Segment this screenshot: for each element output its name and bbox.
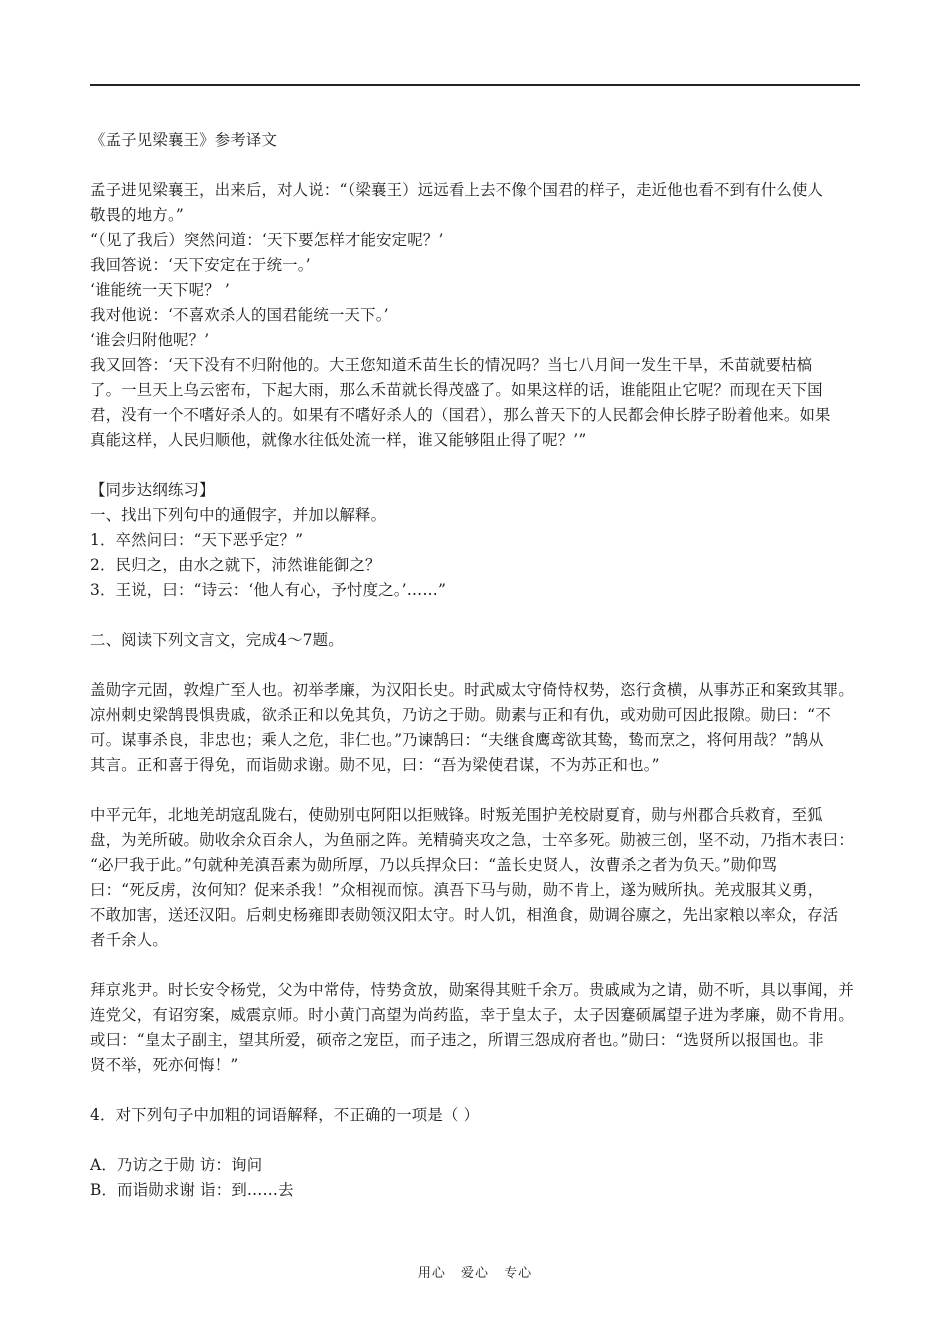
translation-line: ‘谁会归附他呢？’: [90, 331, 210, 349]
passage-line: 其言。正和喜于得免，而诣勋求谢。勋不见，曰：“吾为梁使君谋，不为苏正和也。”: [90, 756, 660, 774]
translation-line: 孟子进见梁襄王，出来后，对人说：“（梁襄王）远远看上去不像个国君的样子，走近他也看不到有什么使人: [90, 181, 824, 199]
passage-line: 拜京兆尹。时长安令杨党，父为中常侍，恃势贪放，勋案得其赃千余万。贵戚咸为之请，勋不听，具以事闻，并: [90, 981, 854, 999]
passage-paragraph: [90, 803, 864, 953]
question-stem: 4．对下列句子中加粗的词语解释，不正确的一项是（ ）: [90, 1106, 480, 1124]
passage-line: 者千余人。: [90, 931, 168, 949]
translation-line: 敬畏的地方。”: [90, 206, 184, 224]
translation-line: “（见了我后）突然问道：‘天下要怎样才能安定呢？’: [90, 231, 444, 249]
passage-line: “必尸我于此。”句就种羌滇吾素为勋所厚，乃以兵捍众曰：“盖长史贤人，汝曹杀之者为负天。”勋仰骂: [90, 856, 778, 874]
exercise-part2-title: 二、阅读下列文言文，完成4～7题。: [90, 631, 344, 649]
question-option: A．乃访之于勋 访：询问: [90, 1156, 263, 1174]
translation-line: 君，没有一个不嗜好杀人的。如果有不嗜好杀人的（国君），那么普天下的人民都会伸长脖子盼着他来。如果: [90, 406, 831, 424]
passage-line: 可。谋事杀良，非忠也；乘人之危，非仁也。”乃谏鹄曰：“夫继食鹰鸢欲其鸷，鸷而烹之，将何用哉？”鹄从: [90, 731, 824, 749]
exercise-part1-title: 一、找出下列句中的通假字，并加以解释。: [90, 506, 387, 524]
exercise-item: 2．民归之，由水之就下，沛然谁能御之？: [90, 556, 381, 574]
header-rule: [90, 84, 860, 86]
passage-paragraph: [90, 678, 864, 778]
translation-line: 我对他说：‘不喜欢杀人的国君能统一天下。’: [90, 306, 389, 324]
exercise-item: 3．王说，曰：“诗云：‘他人有心，予忖度之。’……”: [90, 581, 447, 599]
footer-text: 用心: [417, 1266, 446, 1281]
passage-line: 不敢加害，送还汉阳。后刺史杨雍即表勋领汉阳太守。时人饥，相渔食，勋调谷廪之，先出家粮以率众，存活: [90, 906, 839, 924]
document-body: [90, 128, 864, 1203]
passage-line: 中平元年，北地羌胡寇乱陇右，使勋别屯阿阳以拒贼锋。时叛羌围护羌校尉夏育，勋与州郡合兵救育，至狐: [90, 806, 823, 824]
footer-text: 专心: [504, 1266, 533, 1281]
translation-section: [90, 178, 864, 453]
translation-line: 真能这样，人民归顺他，就像水往低处流一样，谁又能够阻止得了呢？’”: [90, 431, 587, 449]
page-footer: [0, 1262, 950, 1281]
question-option: B．而诣勋求谢 诣：到……去: [90, 1181, 294, 1199]
question-block: [90, 1103, 864, 1203]
page-title: 《孟子见梁襄王》参考译文: [90, 131, 278, 149]
passage-line: 连党父，有诏穷案，威震京师。时小黄门高望为尚药监，幸于皇太子，太子因蹇硕属望子进为孝廉，勋不肯用。: [90, 1006, 854, 1024]
passage-line: 曰：“死反虏，汝何知？促来杀我！”众相视而惊。滇吾下马与勋，勋不肯上，遂为贼所执。羌戎服其义勇，: [90, 881, 824, 899]
translation-line: ‘谁能统一天下呢？ ’: [90, 281, 231, 299]
translation-line: 了。一旦天上乌云密布，下起大雨，那么禾苗就长得茂盛了。如果这样的话，谁能阻止它呢？而现在天下国: [90, 381, 823, 399]
translation-line: 我又回答：‘天下没有不归附他的。大王您知道禾苗生长的情况吗？当七八月间一发生干旱，禾苗就要枯槁: [90, 356, 813, 374]
exercise-item: 1．卒然问曰：“天下恶乎定？”: [90, 531, 304, 549]
passage-line: 盖勋字元固，敦煌广至人也。初举孝廉，为汉阳长史。时武威太守倚恃权势，恣行贪横，从事苏正和案致其罪。: [90, 681, 854, 699]
passage-line: 或曰：“皇太子副主，望其所爱，硕帝之宠臣，而子违之，所谓三怨成府者也。”勋曰：“选贤所以报国也。非: [90, 1031, 824, 1049]
passage-line: 凉州刺史梁鹄畏惧贵戚，欲杀正和以免其负，乃访之于勋。勋素与正和有仇，或劝勋可因此报隙。勋曰：“不: [90, 706, 831, 724]
passage-line: 盘，为羌所破。勋收余众百余人，为鱼丽之阵。羌精骑夹攻之急，士卒多死。勋被三创，坚不动，乃指木表曰：: [90, 831, 854, 849]
passage-paragraph: [90, 978, 864, 1078]
exercise-section: [90, 478, 864, 653]
passage-line: 贤不举，死亦何悔！”: [90, 1056, 239, 1074]
translation-line: 我回答说：‘天下安定在于统一。’: [90, 256, 311, 274]
exercise-heading: 【同步达纲练习】: [90, 481, 215, 499]
footer-text: 爱心: [460, 1266, 489, 1281]
